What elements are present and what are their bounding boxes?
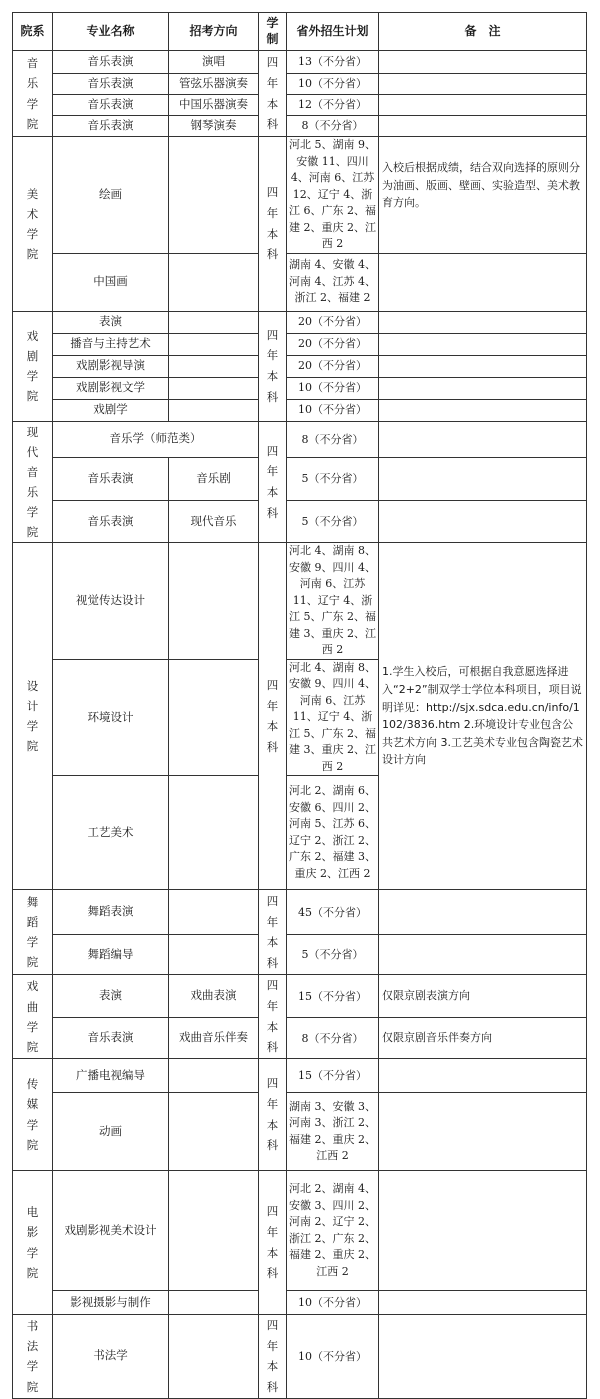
quota-cell: 5（不分省） [287,458,379,500]
table-row [13,1315,587,1399]
remarks-cell [379,500,587,543]
duration-text: 四年本科 [266,1318,279,1395]
major-cell: 戏剧影视文学 [53,377,169,399]
direction-cell: 音乐剧 [169,458,259,500]
remarks-cell [379,458,587,500]
college-cell [13,1315,53,1399]
college-cell [13,421,53,543]
major-cell: 戏剧影视美术设计 [53,1171,169,1291]
direction-cell: 现代音乐 [169,500,259,543]
direction-cell [169,1315,259,1399]
direction-cell [169,1059,259,1093]
table-row [13,253,587,311]
duration-cell [259,543,287,890]
college-name: 传媒学院 [26,1077,39,1152]
duration-text: 四年本科 [266,1076,279,1153]
header-major: 专业名称 [53,13,169,51]
table-row [13,500,587,543]
college-cell [13,137,53,312]
quota-cell: 45（不分省） [287,890,379,935]
remarks-cell [379,51,587,74]
duration-cell [259,137,287,312]
college-name: 设计学院 [26,679,39,754]
direction-cell [169,355,259,377]
major-cell: 音乐表演 [53,51,169,74]
college-cell [13,1059,53,1171]
remarks-cell [379,333,587,355]
major-cell: 绘画 [53,137,169,254]
major-cell: 音乐表演 [53,116,169,137]
table-row [13,890,587,935]
quota-cell: 8（不分省） [287,116,379,137]
direction-cell [169,333,259,355]
header-remarks: 备 注 [379,13,587,51]
table-row [13,1093,587,1171]
remarks-cell [379,355,587,377]
major-cell: 书法学 [53,1315,169,1399]
header-quota: 省外招生计划 [287,13,379,51]
direction-cell: 中国乐器演奏 [169,95,259,116]
direction-cell: 演唱 [169,51,259,74]
table-row [13,116,587,137]
quota-cell: 湖南 4、安徽 4、河南 4、江苏 4、浙江 2、福建 2 [287,253,379,311]
college-name: 电影学院 [26,1205,39,1280]
table-row [13,137,587,254]
major-cell: 中国画 [53,253,169,311]
duration-text: 四年本科 [266,1204,279,1281]
duration-cell [259,1059,287,1171]
remarks-cell [379,890,587,935]
remarks-cell [379,311,587,333]
major-cell: 工艺美术 [53,776,169,890]
duration-cell [259,51,287,137]
major-cell: 动画 [53,1093,169,1171]
duration-cell [259,1315,287,1399]
direction-cell: 戏曲音乐伴奏 [169,1018,259,1059]
quota-cell: 10（不分省） [287,377,379,399]
direction-cell: 管弦乐器演奏 [169,74,259,95]
remarks-cell [379,95,587,116]
direction-cell [169,137,259,254]
table-row [13,975,587,1018]
college-name: 音乐学院 [26,56,39,131]
remarks-cell [379,1059,587,1093]
admission-plan-table [12,12,587,1399]
quota-cell: 20（不分省） [287,355,379,377]
college-name: 书法学院 [26,1319,39,1394]
table-row [13,421,587,458]
duration-text: 四年本科 [266,327,279,404]
direction-cell [169,1093,259,1171]
direction-cell [169,399,259,421]
major-cell: 音乐表演 [53,500,169,543]
direction-cell [169,311,259,333]
direction-cell [169,253,259,311]
remarks-cell [379,1093,587,1171]
direction-cell [169,890,259,935]
direction-cell [169,776,259,890]
major-cell: 戏剧影视导演 [53,355,169,377]
quota-cell: 12（不分省） [287,95,379,116]
remarks-cell: 仅限京剧音乐伴奏方向 [379,1018,587,1059]
remarks-cell [379,377,587,399]
duration-text: 四年本科 [266,677,279,754]
table-row [13,333,587,355]
remarks-cell: 入校后根据成绩，结合双向选择的原则分为油画、版画、壁画、实验造型、美术教育方向。 [379,137,587,254]
college-cell [13,311,53,421]
major-cell: 音乐学（师范类） [53,421,259,458]
duration-text: 四年本科 [266,978,279,1055]
table-row [13,377,587,399]
table-row [13,1171,587,1291]
remarks-cell [379,1171,587,1291]
table-row [13,74,587,95]
quota-cell: 10（不分省） [287,1291,379,1315]
table-row [13,935,587,975]
quota-cell: 20（不分省） [287,311,379,333]
duration-text: 四年本科 [266,893,279,970]
major-cell: 音乐表演 [53,1018,169,1059]
quota-cell: 5（不分省） [287,500,379,543]
major-cell: 音乐表演 [53,458,169,500]
table-row [13,95,587,116]
table-row [13,1059,587,1093]
major-cell: 广播电视编导 [53,1059,169,1093]
remarks-cell: 1.学生入校后，可根据自我意愿选择进入“2+2”制双学士学位本科项目，项目说明详见：http://sjx.sdca.edu.cn/info/1102/3836.htm 2.环境设计专业包含公共艺术方向 3.工艺美术专业包含陶瓷艺术设计方向 [379,543,587,890]
duration-cell [259,890,287,975]
quota-cell: 河北 2、湖南 4、安徽 3、四川 2、河南 2、辽宁 2、浙江 2、广东 2、福建 2、重庆 2、江西 2 [287,1171,379,1291]
table-row [13,1291,587,1315]
table-row [13,51,587,74]
table-row [13,458,587,500]
major-cell: 舞蹈编导 [53,935,169,975]
header-duration-text: 学制 [266,15,279,46]
quota-cell: 湖南 3、安徽 3、河南 3、浙江 2、福建 2、重庆 2、江西 2 [287,1093,379,1171]
header-direction: 招考方向 [169,13,259,51]
quota-cell: 8（不分省） [287,1018,379,1059]
remarks-cell: 仅限京剧表演方向 [379,975,587,1018]
direction-cell: 钢琴演奏 [169,116,259,137]
table-row [13,399,587,421]
duration-cell [259,421,287,543]
remarks-cell [379,253,587,311]
major-cell: 舞蹈表演 [53,890,169,935]
quota-cell: 5（不分省） [287,935,379,975]
direction-cell [169,935,259,975]
college-name: 美术学院 [26,186,39,261]
quota-cell: 20（不分省） [287,333,379,355]
quota-cell: 8（不分省） [287,421,379,458]
duration-cell [259,975,287,1059]
quota-cell: 13（不分省） [287,51,379,74]
remarks-cell [379,399,587,421]
major-cell: 视觉传达设计 [53,543,169,660]
major-cell: 表演 [53,311,169,333]
college-name: 戏剧学院 [26,328,39,404]
quota-cell: 10（不分省） [287,399,379,421]
table-row [13,1018,587,1059]
quota-cell: 15（不分省） [287,975,379,1018]
duration-text: 四年本科 [266,443,279,520]
remarks-cell [379,116,587,137]
major-cell: 表演 [53,975,169,1018]
remarks-cell [379,1315,587,1399]
header-row [13,13,587,51]
remarks-cell [379,1291,587,1315]
direction-cell [169,659,259,776]
table-row [13,311,587,333]
major-cell: 音乐表演 [53,74,169,95]
duration-cell [259,1171,287,1315]
college-name: 戏曲学院 [26,979,39,1054]
major-cell: 戏剧学 [53,399,169,421]
direction-cell [169,1171,259,1291]
quota-cell: 河北 4、湖南 8、安徽 9、四川 4、河南 6、江苏 11、辽宁 4、浙江 5、广东 2、福建 3、重庆 2、江西 2 [287,659,379,776]
direction-cell [169,543,259,660]
college-cell [13,1171,53,1315]
direction-cell: 戏曲表演 [169,975,259,1018]
direction-cell [169,377,259,399]
quota-cell: 河北 5、湖南 9、安徽 11、四川 4、河南 6、江苏 12、辽宁 4、浙江 6、广东 2、福建 2、重庆 2、江西 2 [287,137,379,254]
major-cell: 播音与主持艺术 [53,333,169,355]
major-cell: 影视摄影与制作 [53,1291,169,1315]
header-college: 院系 [13,13,53,51]
duration-cell [259,311,287,421]
table-row [13,543,587,660]
college-name: 舞蹈学院 [26,895,39,970]
remarks-cell [379,74,587,95]
remarks-cell [379,935,587,975]
major-cell: 环境设计 [53,659,169,776]
major-cell: 音乐表演 [53,95,169,116]
direction-cell [169,1291,259,1315]
header-duration [259,13,287,51]
college-cell [13,890,53,975]
quota-cell: 河北 2、湖南 6、安徽 6、四川 2、河南 5、江苏 6、辽宁 2、浙江 2、广东 2、福建 3、重庆 2、江西 2 [287,776,379,890]
table-row [13,355,587,377]
remarks-cell [379,421,587,458]
quota-cell: 15（不分省） [287,1059,379,1093]
college-cell [13,543,53,890]
college-name: 现代音乐学院 [26,424,39,540]
quota-cell: 10（不分省） [287,1315,379,1399]
college-cell [13,51,53,137]
duration-text: 四年本科 [266,185,279,262]
quota-cell: 河北 4、湖南 8、安徽 9、四川 4、河南 6、江苏 11、辽宁 4、浙江 5、广东 2、福建 3、重庆 2、江西 2 [287,543,379,660]
college-cell [13,975,53,1059]
duration-text: 四年本科 [266,55,279,132]
quota-cell: 10（不分省） [287,74,379,95]
